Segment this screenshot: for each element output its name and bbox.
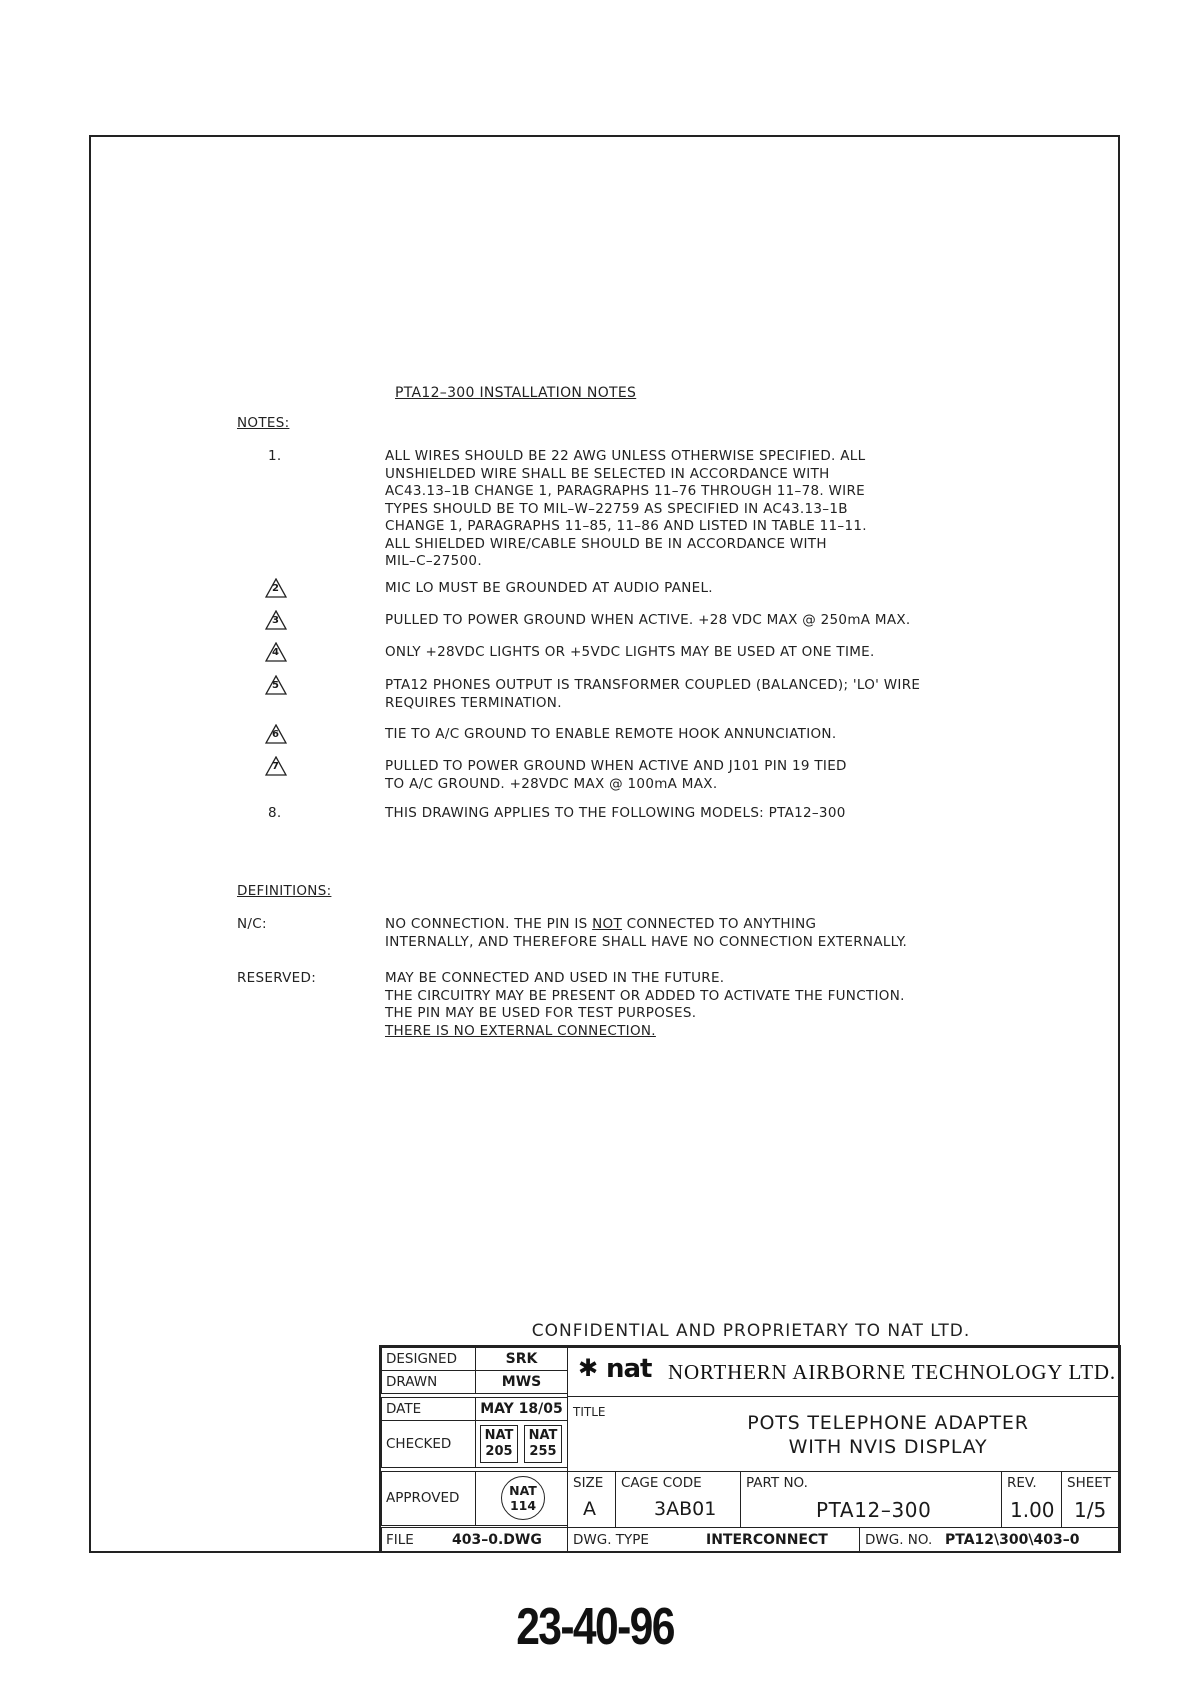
drawn-label-cell: DRAWN (381, 1370, 476, 1394)
dwg-no-cell: DWG. NO. PTA12\300\403–0 (859, 1527, 1121, 1553)
note-text: THIS DRAWING APPLIES TO THE FOLLOWING MODELS: PTA12–300 (385, 805, 846, 821)
designed-label-cell: DESIGNED (381, 1347, 476, 1371)
part-no-cell: PART NO. PTA12–300 (740, 1471, 1002, 1528)
rev-cell: REV. 1.00 (1001, 1471, 1062, 1528)
page-number: 23-40-96 (516, 1598, 674, 1656)
notes-heading: NOTES: (237, 415, 290, 431)
nat-logo-icon: ✱ (578, 1354, 599, 1382)
company-name: NORTHERN AIRBORNE TECHNOLOGY LTD. (668, 1360, 1116, 1384)
definition-term: RESERVED: (237, 970, 317, 986)
note-triangle-icon: 4 (265, 642, 287, 662)
drawing-title-line2: WITH NVIS DISPLAY (788, 1436, 988, 1458)
note-triangle-icon: 3 (265, 610, 287, 630)
note-text: ALL WIRES SHOULD BE 22 AWG UNLESS OTHERWISE SPECIFIED. ALL UNSHIELDED WIRE SHALL BE SELECTED IN ACCORDANCE WITH AC43.13–1B CHANGE 1, PARAGRAPHS 11–76 THROUGH 11–78. WIRE TYPES SHOULD BE TO MIL–W–22759 AS SPECIFIED IN AC43.13–1B CHANGE 1, PARAGRAPHS 11–85, 11–86 AND LISTED IN TABLE 11–11. ALL SHIELDED WIRE/CABLE SHOULD BE IN ACCORDANCE WITH MIL–C–27500. (385, 448, 867, 569)
note-text: ONLY +28VDC LIGHTS OR +5VDC LIGHTS MAY BE USED AT ONE TIME. (385, 644, 875, 660)
dwg-type-cell: DWG. TYPE INTERCONNECT (567, 1527, 860, 1553)
title-block (379, 1345, 1121, 1553)
drawn-value: MWS (475, 1370, 568, 1394)
checked-stamp: NAT 255 (524, 1425, 562, 1463)
note-text: PULLED TO POWER GROUND WHEN ACTIVE AND J101 PIN 19 TIED TO A/C GROUND. +28VDC MAX @ 100mA MAX. (385, 758, 847, 792)
approved-label-cell: APPROVED (381, 1471, 476, 1526)
confidential-notice: CONFIDENTIAL AND PROPRIETARY TO NAT LTD. (531, 1321, 971, 1341)
note-triangle-icon: 2 (265, 578, 287, 598)
date-value: MAY 18/05 (475, 1397, 568, 1421)
note-marker: 1. (268, 448, 282, 464)
note-text: TIE TO A/C GROUND TO ENABLE REMOTE HOOK ANNUNCIATION. (385, 726, 837, 742)
definition-text: NO CONNECTION. THE PIN IS NOT CONNECTED TO ANYTHING INTERNALLY, AND THEREFORE SHALL HAVE NO CONNECTION EXTERNALLY. (385, 916, 908, 950)
note-text: PULLED TO POWER GROUND WHEN ACTIVE. +28 VDC MAX @ 250mA MAX. (385, 612, 911, 628)
note-triangle-icon: 5 (265, 675, 287, 695)
cage-code-cell: CAGE CODE 3AB01 (615, 1471, 741, 1528)
designed-value: SRK (475, 1347, 568, 1371)
logo-text: nat (606, 1354, 652, 1384)
drawing-title-line1: POTS TELEPHONE ADAPTER (747, 1412, 1029, 1434)
date-label-cell: DATE (381, 1397, 476, 1421)
checked-stamp: NAT 205 (480, 1425, 518, 1463)
definition-text: MAY BE CONNECTED AND USED IN THE FUTURE. THE CIRCUITRY MAY BE PRESENT OR ADDED TO ACTIVATE THE FUNCTION. THE PIN MAY BE USED FOR TEST PURPOSES. THERE IS NO EXTERNAL CONNECTION. (385, 970, 905, 1039)
checked-label-cell: CHECKED (381, 1420, 476, 1468)
checked-stamps (475, 1420, 568, 1468)
definition-term: N/C: (237, 916, 267, 932)
title-cell: TITLE POTS TELEPHONE ADAPTER WITH NVIS DISPLAY (567, 1396, 1121, 1472)
note-marker: 8. (268, 805, 282, 821)
file-cell: FILE 403–0.DWG (381, 1527, 568, 1553)
sheet-cell: SHEET 1/5 (1061, 1471, 1121, 1528)
note-text: MIC LO MUST BE GROUNDED AT AUDIO PANEL. (385, 580, 713, 596)
company-cell (567, 1347, 1121, 1397)
approved-stamp: NAT 114 (501, 1476, 545, 1520)
definitions-heading: DEFINITIONS: (237, 883, 332, 899)
note-triangle-icon: 7 (265, 756, 287, 776)
note-triangle-icon: 6 (265, 724, 287, 744)
approved-stamp-cell (475, 1471, 568, 1526)
page-title: PTA12–300 INSTALLATION NOTES (395, 385, 637, 401)
note-text: PTA12 PHONES OUTPUT IS TRANSFORMER COUPLED (BALANCED); 'LO' WIRE REQUIRES TERMINATION. (385, 677, 921, 711)
size-cell: SIZE A (567, 1471, 616, 1528)
